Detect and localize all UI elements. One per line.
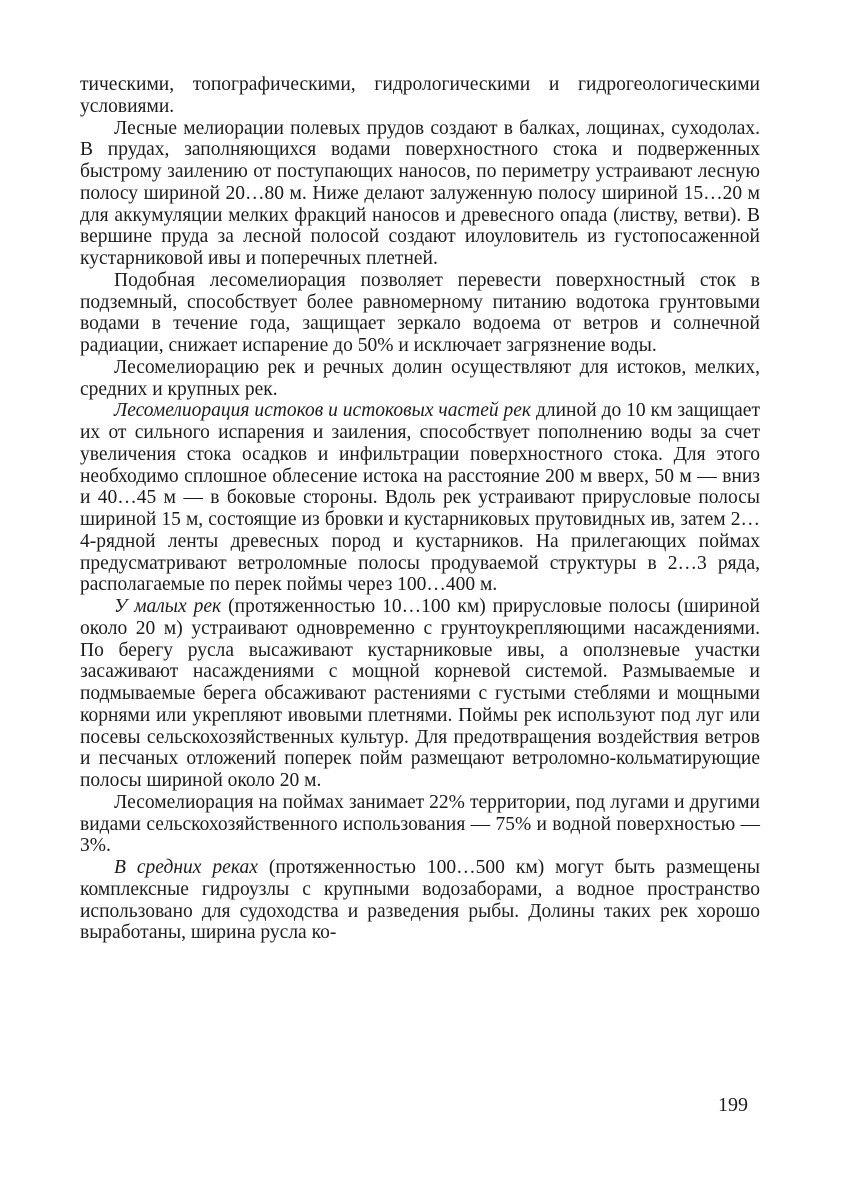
paragraph-effect	[80, 270, 760, 357]
paragraph-text: Лесомелиорацию рек и речных долин осуществляют для истоков, мелких, средних и крупных рек.	[80, 356, 760, 400]
paragraph-text: Лесомелиорация на поймах занимает 22% территории, под лугами и другими видами сельскохозяйственного использования — 75% и водной поверхностью — 3%.	[80, 791, 760, 857]
paragraph-floodplain-share	[80, 792, 760, 857]
paragraph-text: длиной до 10 км защищает их от сильного испарения и заиления, способствует пополнению воды за счет увеличения стока осадков и инфильтрации поверхностного стока. Для этого необходимо сплошное облесение истока на расстояние 200 м вверх, 50 м — вниз и 40…45 м — в боковые стороны. Вдоль рек устраивают прирусловые полосы шириной 15 м, состоящие из бровки и кустарниковых прутовидных ив, затем 2…4-рядной ленты древесных пород и кустарников. На прилегающих поймах предусматривают ветроломные полосы продуваемой структуры в 2…3 ряда, располагаемые по перек поймы через 100…400 м.	[80, 400, 760, 596]
page-number: 199	[718, 1094, 748, 1116]
page-body	[80, 74, 760, 944]
paragraph-rivers-intro	[80, 357, 760, 401]
paragraph-text: Подобная лесомелиорация позволяет перевести поверхностный сток в подземный, способствует более равномерному питанию водотока грунтовыми водами в течение года, защищает зеркало водоема от ветров и солнечной радиации, снижает испарение до 50% и исключает загрязнение воды.	[80, 269, 760, 356]
paragraph-lead-italic: У малых рек	[114, 596, 222, 617]
paragraph-text: (протяженностью 100…500 км) могут быть размещены комплексные гидроузлы с крупными водозаборами, а водное пространство использовано для судоходства и разведения рыбы. Долины таких рек хорошо выработаны, ширина русла ко-	[80, 857, 760, 944]
paragraph-lead-italic: Лесомелиорация истоков и истоковых частей рек	[114, 400, 532, 422]
paragraph-text: Лесные мелиорации полевых прудов создают в балках, лощинах, суходолах. В прудах, заполняющихся водами поверхностного стока и подверженных быстрому заилению от поступающих наносов, по периметру устраивают лесную полосу шириной 20…80 м. Ниже делают залуженную полосу шириной 15…20 м для аккумуляции мелких фракций наносов и древесного опада (листву, ветви). В вершине пруда за лесной полосой создают илоуловитель из густопосаженной кустарниковой ивы и поперечных плетней.	[80, 117, 760, 269]
paragraph-text: тическими, топографическими, гидрологическими и гидрогеологическими условиями.	[80, 74, 760, 117]
paragraph-continuation	[80, 74, 760, 118]
paragraph-river-sources	[80, 400, 760, 596]
paragraph-text: (протяженностью 10…100 км) прирусловые полосы (шириной около 20 м) устраивают одновременно с грунтоукрепляющими насаждениями. По берегу русла высаживают кустарниковые ивы, а оползневые участки засаживают насаждениями с мощной корневой системой. Размываемые и подмываемые берега обсаживают растениями с густыми стеблями и мощными корнями или укрепляют ивовыми плетнями. Поймы рек используют под луг или посевы сельскохозяйственных культур. Для предотвращения воздействия ветров и песчаных отложений поперек пойм размещают ветроломно-кольматирующие полосы шириной около 20 м.	[80, 596, 760, 791]
paragraph-field-ponds	[80, 118, 760, 270]
paragraph-small-rivers	[80, 596, 760, 792]
paragraph-medium-rivers	[80, 857, 760, 944]
paragraph-lead-italic: В средних реках	[114, 857, 258, 878]
